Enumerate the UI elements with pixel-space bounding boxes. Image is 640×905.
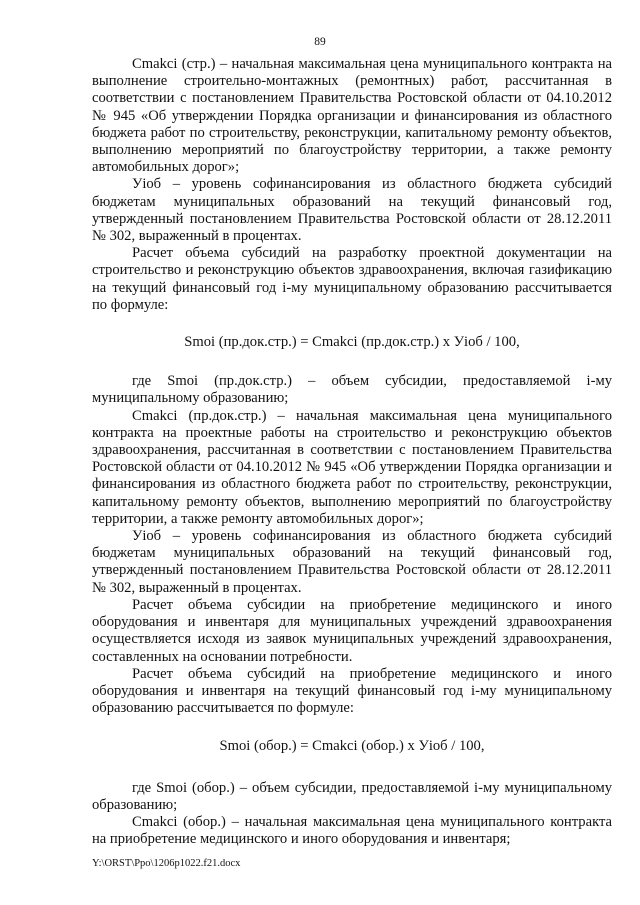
paragraph-smoi-equipment: где Smoi (обор.) – объем субсидии, предоставляемой i-му муниципальному образованию; (92, 779, 612, 813)
document-body (92, 56, 612, 848)
paragraph-yiob-1: Уioб – уровень софинансирования из областного бюджета субсидий бюджетам муниципальных образований на текущий финансовый год, утвержденный постановлением Правительства Ростовской области от 28.12.2011 № 302, выраженный в процентах. (92, 176, 612, 245)
paragraph-equipment-basis: Расчет объема субсидии на приобретение медицинского и иного оборудования и инвентаря для муниципальных учреждений здравоохранения осуществляется исходя из заявок муниципальных учреждений здравоохранения, составленных на основании потребности. (92, 596, 612, 665)
formula-design-docs: Smoi (пр.док.стр.) = Cmakci (пр.док.стр.) x Уioб / 100, (184, 334, 520, 351)
page-number: 89 (314, 36, 326, 48)
footer-file-path: Y:\ORST\Ppo\1206p1022.f21.docx (92, 858, 241, 869)
paragraph-yiob-2: Уioб – уровень софинансирования из областного бюджета субсидий бюджетам муниципальных образований на текущий финансовый год, утвержденный постановлением Правительства Ростовской области от 28.12.2011 № 302, выраженный в процентах. (92, 528, 612, 596)
paragraph-cmakci-str: Cmakci (стр.) – начальная максимальная цена муниципального контракта на выполнение строительно-монтажных (ремонтных) работ, рассчитанная в соответствии с постановлением Правительства Ростовской области от 04.10.2012 № 945 «Об утверждении Порядка организации и финансирования из областного бюджета работ по строительству, реконструкции, капитальному ремонту объектов, выполнению мероприятий по благоустройству территории, а также ремонту автомобильных дорог»; (92, 56, 612, 176)
paragraph-equipment-intro: Расчет объема субсидий на приобретение медицинского и иного оборудования и инвентаря на текущий финансовый год i-му муниципальному образованию рассчитывается по формуле: (92, 665, 612, 717)
paragraph-smoi-design-docs: где Smoi (пр.док.стр.) – объем субсидии, предоставляемой i-му муниципальному образованию; (92, 373, 612, 407)
formula-equipment: Smoi (обор.) = Cmakci (обор.) x Уioб / 100, (219, 738, 485, 755)
paragraph-cmakci-design-docs: Cmakci (пр.док.стр.) – начальная максимальная цена муниципального контракта на проектные работы на строительство и реконструкцию объектов здравоохранения, рассчитанная в соответствии с постановлением Правительства Ростовской области от 04.10.2012 № 945 «Об утверждении Порядка организации и финансирования из областного бюджета работ по строительству, реконструкции, капитальному ремонту объектов, выполнению мероприятий по благоустройству территории, а также ремонту автомобильных дорог»; (92, 407, 612, 527)
paragraph-design-docs-intro: Расчет объема субсидий на разработку проектной документации на строительство и реконструкцию объектов здравоохранения, включая газификацию на текущий финансовый год i-му муниципальному образованию рассчитывается по формуле: (92, 245, 612, 313)
paragraph-cmakci-equipment: Cmakci (обор.) – начальная максимальная цена муниципального контракта на приобретение медицинского и иного оборудования и инвентаря; (92, 813, 612, 848)
